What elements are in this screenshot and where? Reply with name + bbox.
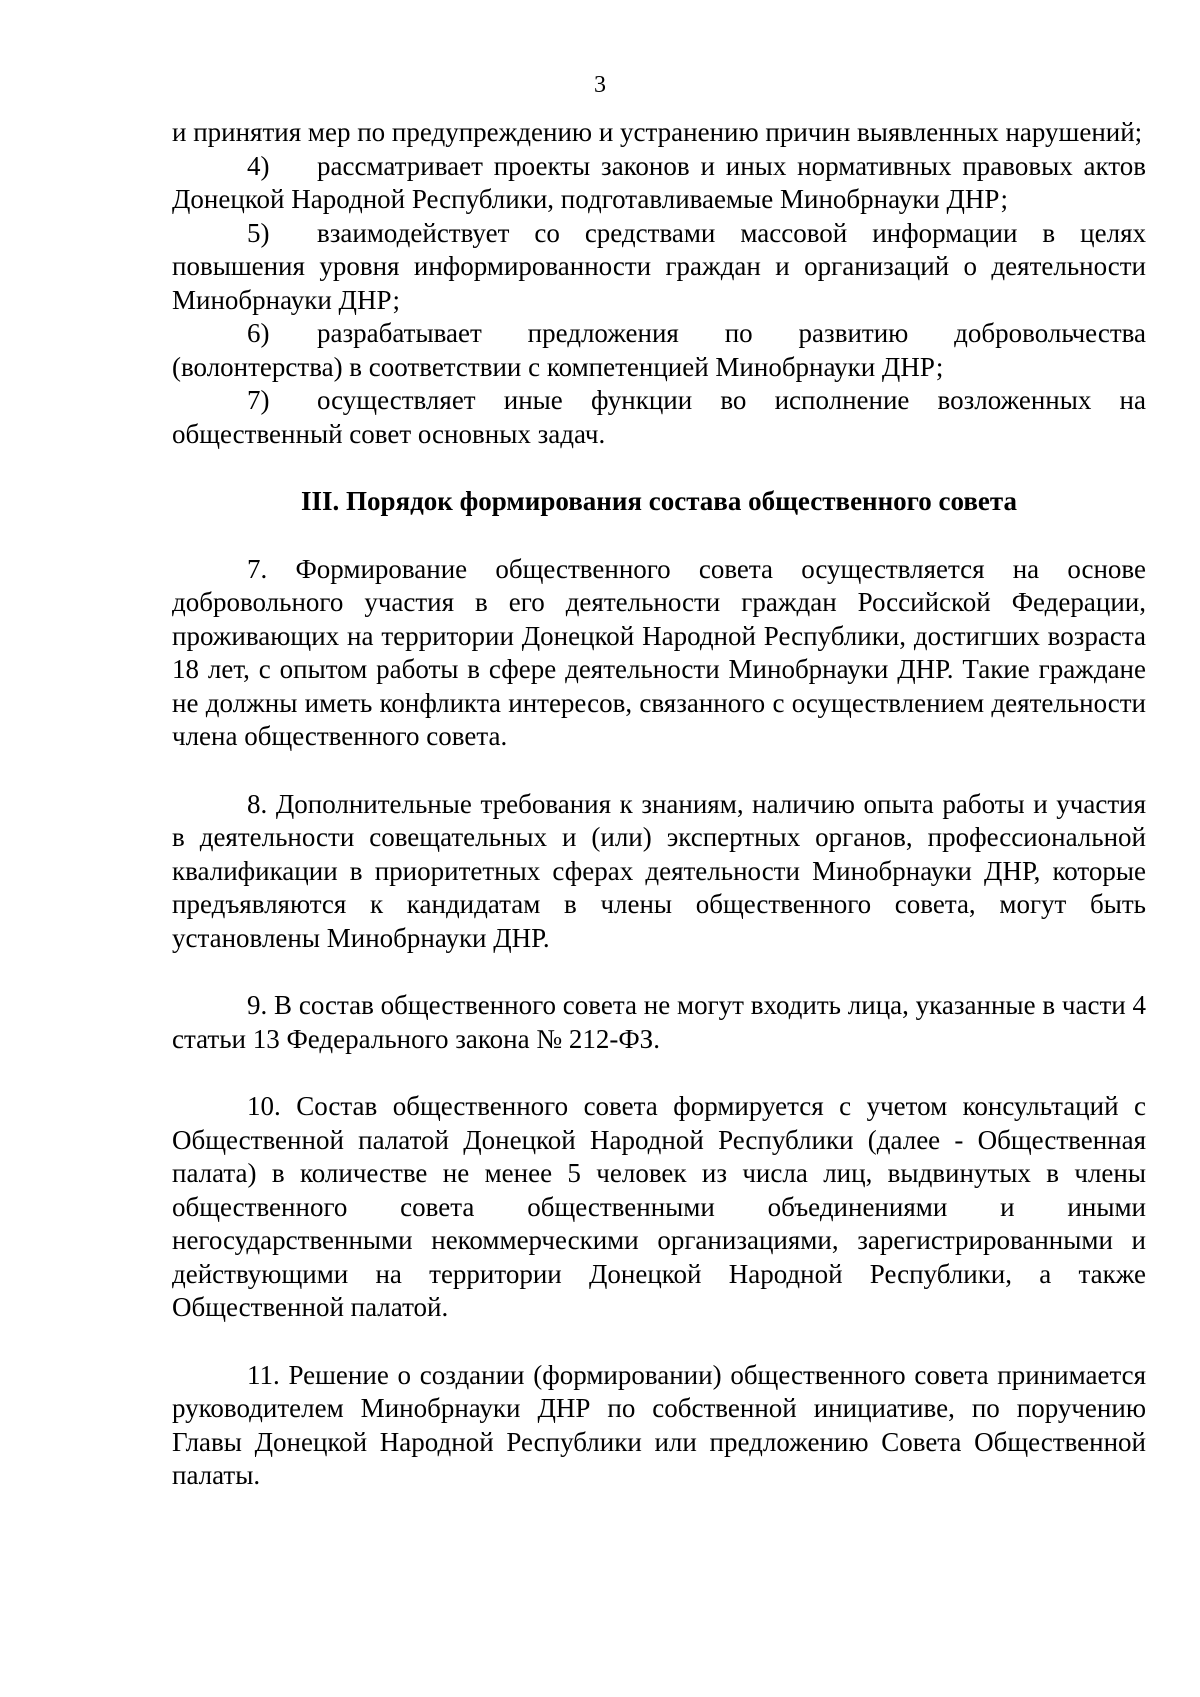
paragraph-number: 10. bbox=[247, 1091, 281, 1121]
list-item bbox=[172, 217, 1146, 318]
intro-continuation: и принятия мер по предупреждению и устранению причин выявленных нарушений; bbox=[172, 117, 1143, 147]
page-number: 3 bbox=[594, 72, 606, 98]
list-item bbox=[172, 150, 1146, 217]
paragraph-number: 7. bbox=[247, 553, 268, 584]
paragraph-text: Формирование общественного совета осуществляется на основе добровольного участия в его деятельности граждан Российской Федерации, проживающих на территории Донецкой Народной Республики, достигших возраста 18 лет, с опытом работы в сфере деятельности Минобрнауки ДНР. Такие граждане не должны иметь конфликта интересов, связанного с осуществлением деятельности члена общественного совета. bbox=[172, 553, 1146, 751]
paragraph-number: 9. bbox=[247, 990, 268, 1020]
paragraph-text: Дополнительные требования к знаниям, наличию опыта работы и участия в деятельности совещательных и (или) экспертных органов, профессиональной квалификации в приоритетных сферах деятельности Минобрнауки ДНР, которые предъявляются к кандидатам в члены общественного совета, могут быть установлены Минобрнауки ДНР. bbox=[172, 788, 1146, 953]
paragraph-number: 11. bbox=[247, 1359, 280, 1390]
section-heading: III. Порядок формирования состава общественного совета bbox=[301, 486, 1017, 516]
list-item-text: осуществляет иные функции во исполнение возложенных на общественный совет основных задач. bbox=[172, 385, 1146, 449]
paragraph bbox=[172, 553, 1146, 754]
list-item-text: разрабатывает предложения по развитию добровольчества (волонтерства) в соответствии с компетенцией Минобрнауки ДНР; bbox=[172, 318, 1146, 382]
list-item-number: 4) bbox=[247, 150, 270, 181]
paragraph-text: Решение о создании (формировании) общественного совета принимается руководителем Минобрнауки ДНР по собственной инициативе, по поручению Главы Донецкой Народной Республики или предложению Совета Общественной палаты. bbox=[172, 1359, 1147, 1490]
list-item-text: взаимодействует со средствами массовой информации в целях повышения уровня информированности граждан и организаций о деятельности Минобрнауки ДНР; bbox=[172, 217, 1146, 315]
document-body bbox=[172, 116, 1146, 1493]
paragraph bbox=[172, 1090, 1146, 1325]
paragraph-text: В состав общественного совета не могут входить лица, указанные в части 4 статьи 13 Федерального закона № 212-ФЗ. bbox=[172, 990, 1146, 1054]
list-item-text: рассматривает проекты законов и иных нормативных правовых актов Донецкой Народной Республики, подготавливаемые Минобрнауки ДНР; bbox=[172, 150, 1146, 214]
list-item-number: 7) bbox=[247, 385, 270, 415]
paragraph bbox=[172, 989, 1146, 1056]
paragraph-number: 8. bbox=[247, 788, 268, 819]
paragraph bbox=[172, 1359, 1146, 1493]
paragraph bbox=[172, 788, 1146, 956]
list-item-number: 6) bbox=[247, 318, 270, 348]
list-item bbox=[172, 317, 1146, 384]
list-item bbox=[172, 384, 1146, 451]
list-item-number: 5) bbox=[247, 217, 270, 248]
paragraph-text: Состав общественного совета формируется с учетом консультаций с Общественной палатой Донецкой Народной Республики (далее - Общественная палата) в количестве не менее 5 человек из числа лиц, выдвинутых в члены общественного совета общественными объединениями и иными негосударственными некоммерческими организациями, зарегистрированными и действующими на территории Донецкой Народной Республики, а также Общественной палатой. bbox=[172, 1091, 1146, 1322]
